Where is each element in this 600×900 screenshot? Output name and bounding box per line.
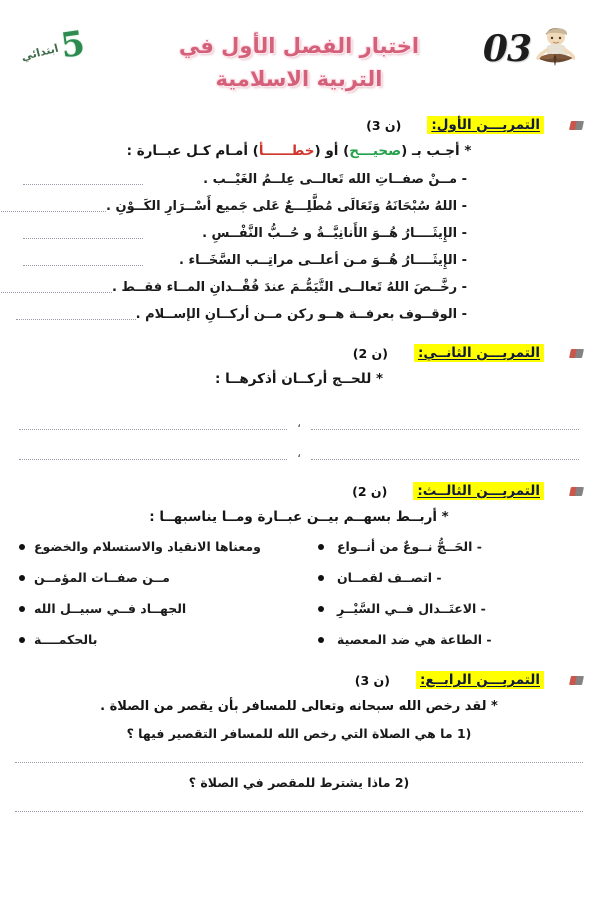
hajj-pillars-blanks — [14, 400, 586, 460]
matching-right-column — [319, 531, 574, 655]
question-number: 2) — [395, 775, 411, 790]
statement-text: - رخَّــصَ اللهُ تَعالــى التَّيَمُّـمَ عندَ فُقْــدانِ المــاء فقــط . — [112, 280, 468, 295]
statement-text: - الإِيثَــــارُ هُــوَ مـن أعلــى مراتِــب السَّخَــاء . — [180, 253, 468, 268]
exercise-3-points: (2 ن) — [353, 483, 389, 499]
exam-number-block — [484, 26, 576, 72]
answer-blank[interactable] — [0, 282, 113, 293]
match-node-icon[interactable] — [20, 606, 26, 612]
blank-separator: ، — [298, 446, 302, 460]
match-node-icon[interactable] — [319, 606, 325, 612]
exercise-1-header — [14, 116, 586, 134]
answer-blank[interactable] — [24, 255, 144, 266]
paren-close-false: ) — [253, 143, 260, 159]
exercise-2-instruction: * للحــج أركــان أذكرهــا : — [215, 371, 385, 387]
exercise-4-question-1 — [14, 726, 586, 741]
table-row — [14, 166, 586, 193]
page-header — [14, 0, 586, 112]
title-line-2: التربية الاسلامية — [216, 66, 384, 91]
answer-blank[interactable] — [24, 228, 144, 239]
list-item[interactable] — [319, 531, 574, 562]
match-text: - الحَــجُّ نــوعٌ من أنــواع — [338, 539, 483, 554]
answer-blank[interactable] — [20, 449, 288, 460]
paren-close-true: ) — [344, 143, 351, 159]
answer-blank[interactable] — [0, 201, 107, 212]
list-item[interactable] — [319, 562, 574, 593]
exam-number: 03 — [483, 28, 532, 70]
true-false-list — [14, 166, 586, 328]
match-node-icon[interactable] — [20, 544, 26, 550]
exercise-4-points: (3 ن) — [355, 672, 391, 688]
match-text: بالحكمــــة — [35, 632, 99, 647]
statement-text: - الوقــوف بعرفــة هــو ركن مــن أركــانِ الإســلام . — [136, 307, 468, 322]
answer-blank[interactable] — [16, 801, 584, 812]
exercise-3-title: التمريـــن الثالــث: — [414, 482, 545, 500]
match-text: - اتصــف لقمــان — [338, 570, 443, 585]
word-true: صحيـــح — [350, 143, 403, 159]
exercise-marker-icon — [570, 487, 585, 496]
match-node-icon[interactable] — [319, 544, 325, 550]
match-node-icon[interactable] — [319, 637, 325, 643]
match-text: ومعناها الانقياد والاستسلام والخضوع — [35, 539, 262, 554]
answer-blank[interactable] — [24, 174, 144, 185]
grade-number: 5 — [59, 23, 89, 67]
exercise-marker-icon — [570, 349, 585, 358]
question-number: 1) — [457, 726, 473, 741]
exercise-2-header — [14, 344, 586, 362]
table-row — [14, 274, 586, 301]
exercise-2-title: التمريـــن الثانــي: — [415, 344, 545, 362]
student-reading-icon — [534, 26, 576, 72]
paren-open-false: ( — [315, 143, 322, 159]
blank-separator: ، — [298, 416, 302, 430]
answer-blank[interactable] — [312, 419, 580, 430]
match-text: - الطاعة هي ضد المعصية — [338, 632, 493, 647]
paren-open-true: ( — [402, 143, 409, 159]
statement-text: - اللهُ سُبْحَانَهُ وَتَعَالَى مُطَّلِـــعٌ عَلى جَميع أَسْــرَارِ الكَــوْنِ . — [107, 199, 468, 214]
exercise-3-instruction: * أربــط بسهــم بيــن عبــارة ومــا يناسبهــا : — [150, 509, 450, 525]
list-item[interactable] — [20, 593, 305, 624]
match-text: - الاعتَــدال فــي السَّيْــرِ — [338, 601, 487, 616]
match-node-icon[interactable] — [319, 575, 325, 581]
table-row — [14, 247, 586, 274]
answer-blank[interactable] — [16, 752, 584, 763]
match-text: مــن صفــات المؤمــن — [35, 570, 171, 585]
list-item[interactable] — [20, 531, 305, 562]
table-row — [14, 193, 586, 220]
statement-text: - مــنْ صفــاتِ الله تَعالــى عِلــمُ الغَيْــب . — [204, 172, 468, 187]
match-text: الجهــاد فــي سبيــل الله — [35, 601, 188, 616]
list-item[interactable] — [319, 624, 574, 655]
answer-blank[interactable] — [20, 419, 288, 430]
exercise-marker-icon — [570, 121, 585, 130]
word-false: خطــــــأ — [259, 143, 316, 159]
question-text: ماذا يشترط للمقصر في الصلاة ؟ — [189, 775, 392, 790]
match-node-icon[interactable] — [20, 575, 26, 581]
instruction-prefix: * أجـب بـ — [412, 143, 473, 159]
exercise-4-statement: * لقد رخص الله سبحانه وتعالى للمسافر بأن يقصر من الصلاة . — [101, 699, 499, 714]
exercise-1-points: (3 ن) — [367, 117, 403, 133]
grade-label: ابتدائي — [20, 41, 61, 64]
instruction-suffix: أمـام كـل عبــارة : — [127, 143, 249, 159]
answer-blank[interactable] — [17, 309, 137, 320]
table-row — [14, 301, 586, 328]
conjunction-or: أو — [326, 143, 340, 159]
statement-text: - الإِيثَــــارُ هُــوَ الأَنانِيَّــةُ و حُــبُّ النَّفْــسِ . — [203, 226, 468, 241]
answer-blank[interactable] — [312, 449, 580, 460]
list-item[interactable] — [20, 562, 305, 593]
question-text: ما هي الصلاة التي رخص الله للمسافر التقصير فيها ؟ — [127, 726, 454, 741]
exercise-2-points: (2 ن) — [353, 345, 389, 361]
blank-row — [14, 430, 586, 460]
title-line-1: اختبار الفصل الأول في — [179, 34, 421, 58]
matching-left-column — [20, 531, 305, 655]
blank-row — [14, 400, 586, 430]
exercise-3-header — [14, 482, 586, 500]
exercise-4-title: التمريـــن الرابــع: — [417, 671, 545, 689]
exercise-1-title: التمريـــن الأول: — [428, 116, 545, 134]
list-item[interactable] — [319, 593, 574, 624]
matching-exercise — [14, 531, 586, 655]
exercise-4-header — [14, 671, 586, 689]
exercise-1-instruction — [14, 143, 586, 159]
list-item[interactable] — [20, 624, 305, 655]
exercise-marker-icon — [570, 676, 585, 685]
grade-badge — [20, 23, 89, 67]
match-node-icon[interactable] — [20, 637, 26, 643]
table-row — [14, 220, 586, 247]
exercise-4-question-2 — [14, 775, 586, 790]
